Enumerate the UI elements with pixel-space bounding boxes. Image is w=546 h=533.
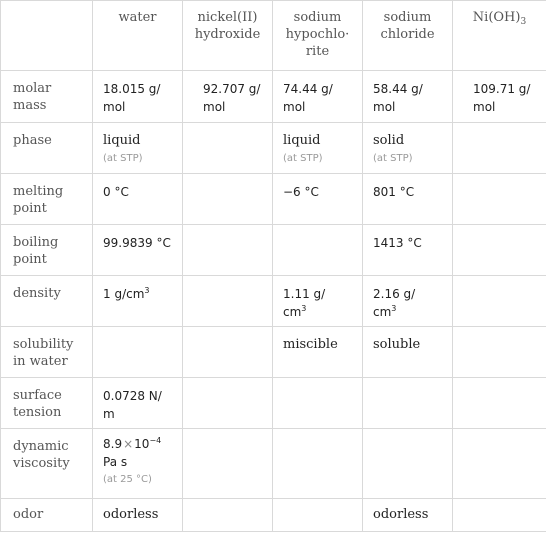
- table-cell: odorless: [363, 499, 453, 532]
- table-cell: [93, 327, 183, 378]
- row-label: boiling point: [1, 225, 93, 276]
- table-cell: 1.11 g/ $cm^3$: [273, 276, 363, 327]
- table-cell: 74.44 g/ mol: [273, 71, 363, 123]
- table-cell: 92.707 g/ mol: [183, 71, 273, 123]
- row-label: surface tension: [1, 378, 93, 429]
- header-row: [1, 1, 546, 71]
- table-cell: liquid (at STP): [273, 123, 363, 174]
- table-cell: [273, 429, 363, 499]
- table-cell: [453, 429, 546, 499]
- row-label: dynamic viscosity: [1, 429, 93, 499]
- row-label: odor: [1, 499, 93, 532]
- table-cell: [183, 378, 273, 429]
- table-cell: [453, 225, 546, 276]
- row-label: melting point: [1, 174, 93, 225]
- table-cell: [453, 174, 546, 225]
- row-label: solubility in water: [1, 327, 93, 378]
- table-cell: [183, 327, 273, 378]
- table-cell: soluble: [363, 327, 453, 378]
- table-cell: solid (at STP): [363, 123, 453, 174]
- row-label: phase: [1, 123, 93, 174]
- table-cell: 109.71 g/ mol: [453, 71, 546, 123]
- table-cell: [273, 225, 363, 276]
- table-row-molar-mass: [1, 71, 546, 123]
- table-cell: [453, 327, 546, 378]
- table-cell: [363, 429, 453, 499]
- table-row-melting-point: [1, 174, 546, 225]
- table-cell: [453, 276, 546, 327]
- table-cell: [363, 378, 453, 429]
- table-cell: 0.0728 N/ m: [93, 378, 183, 429]
- table-cell: odorless: [93, 499, 183, 532]
- table-cell: [183, 225, 273, 276]
- table-cell: [183, 429, 273, 499]
- table-row-density: [1, 276, 546, 327]
- table-cell: 18.015 g/ mol: [93, 71, 183, 123]
- table-cell: $8.9\times 10^{-4}$ Pa s (at 25 °C): [93, 429, 183, 499]
- table-cell: [273, 499, 363, 532]
- row-label: density: [1, 276, 93, 327]
- table-cell: 0 °C: [93, 174, 183, 225]
- column-header-sodium-chloride: sodium chloride: [363, 1, 453, 71]
- table-row-boiling-point: [1, 225, 546, 276]
- table-cell: 1413 °C: [363, 225, 453, 276]
- table-cell: [183, 276, 273, 327]
- table-cell: 1 $g/cm^3$: [93, 276, 183, 327]
- corner-cell: [1, 1, 93, 71]
- table-cell: liquid (at STP): [93, 123, 183, 174]
- table-row-dynamic-viscosity: [1, 429, 546, 499]
- column-header-nickel-hydroxide: nickel(II) hydroxide: [183, 1, 273, 71]
- table-cell: [453, 378, 546, 429]
- row-label: molar mass: [1, 71, 93, 123]
- table-row-odor: [1, 499, 546, 532]
- column-header-sodium-hypochlorite: sodium hypochlo· rite: [273, 1, 363, 71]
- table-cell: [183, 499, 273, 532]
- table-cell: 99.9839 °C: [93, 225, 183, 276]
- column-header-water: water: [93, 1, 183, 71]
- table-cell: [453, 123, 546, 174]
- table-cell: 58.44 g/ mol: [363, 71, 453, 123]
- table-row-surface-tension: [1, 378, 546, 429]
- table-cell: [183, 174, 273, 225]
- table-cell: [183, 123, 273, 174]
- table-cell: 2.16 g/ $cm^3$: [363, 276, 453, 327]
- table-row-phase: [1, 123, 546, 174]
- table-row-solubility: [1, 327, 546, 378]
- table-cell: 801 °C: [363, 174, 453, 225]
- table-cell: [453, 499, 546, 532]
- table-cell: −6 °C: [273, 174, 363, 225]
- table-cell: [273, 378, 363, 429]
- column-header-nioh3: $Ni(OH)_3$: [453, 1, 546, 71]
- table-cell: miscible: [273, 327, 363, 378]
